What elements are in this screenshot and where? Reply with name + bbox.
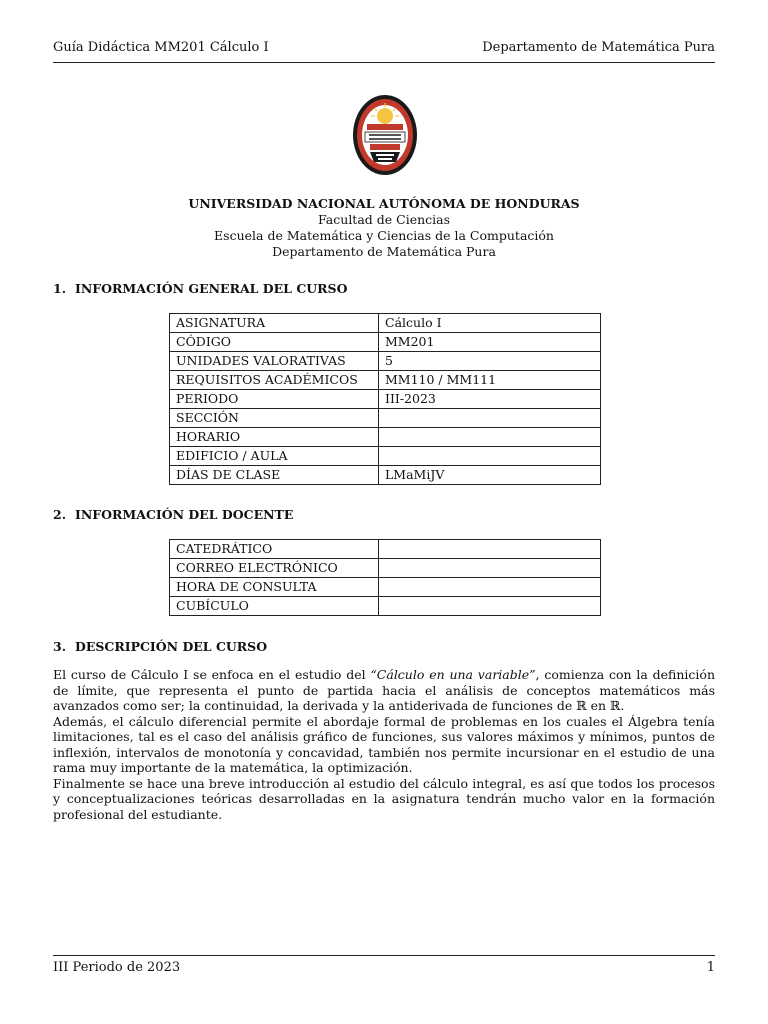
table-value: LMaMiJV bbox=[379, 466, 601, 485]
table-row bbox=[170, 390, 601, 409]
university-seal-logo bbox=[352, 94, 418, 176]
table-value: 5 bbox=[379, 352, 601, 371]
table-value bbox=[379, 578, 601, 597]
school-name: Escuela de Matemática y Ciencias de la Computación bbox=[214, 228, 554, 243]
section-1-heading bbox=[53, 281, 347, 296]
table-value bbox=[379, 540, 601, 559]
page-footer bbox=[53, 955, 715, 980]
section-1-number: 1. bbox=[53, 281, 67, 296]
table-label: SECCIÓN bbox=[170, 409, 379, 428]
table-value bbox=[379, 447, 601, 466]
table-label: CÓDIGO bbox=[170, 333, 379, 352]
table-label: CATEDRÁTICO bbox=[170, 540, 379, 559]
description-text: El curso de Cálculo I se enfoca en el estudio del bbox=[53, 667, 371, 682]
table-label: CORREO ELECTRÓNICO bbox=[170, 559, 379, 578]
table-label: CUBÍCULO bbox=[170, 597, 379, 616]
section-1-title: INFORMACIÓN GENERAL DEL CURSO bbox=[75, 281, 348, 296]
header-document-title: Guía Didáctica MM201 Cálculo I bbox=[53, 40, 269, 55]
table-label: HORARIO bbox=[170, 428, 379, 447]
table-row bbox=[170, 314, 601, 333]
course-description bbox=[53, 667, 715, 822]
table-label: EDIFICIO / AULA bbox=[170, 447, 379, 466]
table-label: DÍAS DE CLASE bbox=[170, 466, 379, 485]
table-value bbox=[379, 409, 601, 428]
description-paragraph-2: Además, el cálculo diferencial permite el abordaje formal de problemas en los cuales el Álgebra tenía limitaciones, tal es el caso del análisis gráfico de funciones, sus valores máximos y mínimos, puntos de inflexión, intervalos de monotonía y concavidad, también nos permite incursionar en el estudio de una rama muy importante de la matemática, la optimización. bbox=[53, 713, 715, 775]
table-row bbox=[170, 409, 601, 428]
table-value: MM110 / MM111 bbox=[379, 371, 601, 390]
table-label: ASIGNATURA bbox=[170, 314, 379, 333]
section-3-number: 3. bbox=[53, 639, 67, 654]
table-label: PERIODO bbox=[170, 390, 379, 409]
faculty-name: Facultad de Ciencias bbox=[317, 212, 451, 227]
table-row bbox=[170, 559, 601, 578]
header-department: Departamento de Matemática Pura bbox=[482, 40, 715, 55]
section-3-heading bbox=[53, 639, 267, 654]
teacher-info-table bbox=[169, 539, 601, 616]
section-2-title: INFORMACIÓN DEL DOCENTE bbox=[75, 507, 294, 522]
table-label: UNIDADES VALORATIVAS bbox=[170, 352, 379, 371]
section-2-number: 2. bbox=[53, 507, 67, 522]
university-name: UNIVERSIDAD NACIONAL AUTÓNOMA DE HONDURAS bbox=[188, 196, 580, 211]
table-row bbox=[170, 333, 601, 352]
department-name: Departamento de Matemática Pura bbox=[272, 244, 496, 259]
table-label: HORA DE CONSULTA bbox=[170, 578, 379, 597]
table-value bbox=[379, 428, 601, 447]
table-row bbox=[170, 578, 601, 597]
section-2-heading bbox=[53, 507, 293, 522]
footer-period: III Periodo de 2023 bbox=[53, 960, 181, 975]
page-number: 1 bbox=[706, 960, 715, 975]
description-emphasis: “Cálculo en una variable” bbox=[370, 667, 536, 682]
table-row bbox=[170, 428, 601, 447]
table-row bbox=[170, 447, 601, 466]
table-row bbox=[170, 371, 601, 390]
table-row bbox=[170, 466, 601, 485]
table-row bbox=[170, 597, 601, 616]
table-row bbox=[170, 540, 601, 559]
table-value bbox=[379, 559, 601, 578]
table-row bbox=[170, 352, 601, 371]
section-3-title: DESCRIPCIÓN DEL CURSO bbox=[75, 639, 268, 654]
table-value: Cálculo I bbox=[379, 314, 601, 333]
page-header bbox=[53, 40, 715, 63]
course-info-table bbox=[169, 313, 601, 485]
description-text: , comienza con la definición de límite, que representa el punto de partida hacia el análisis de conceptos matemáticos más avanzados como ser; la continuidad, la derivada y la antiderivada de funciones de ℝ en ℝ. bbox=[53, 667, 715, 713]
table-value: MM201 bbox=[379, 333, 601, 352]
table-value: III-2023 bbox=[379, 390, 601, 409]
description-paragraph-1 bbox=[53, 667, 715, 714]
table-label: REQUISITOS ACADÉMICOS bbox=[170, 371, 379, 390]
institution-title-block bbox=[53, 196, 715, 260]
table-value bbox=[379, 597, 601, 616]
description-paragraph-3: Finalmente se hace una breve introducción al estudio del cálculo integral, es así que todos los procesos y conceptualizaciones teóricas desarrolladas en la asignatura tendrán mucho valor en la formación profesional del estudiante. bbox=[53, 775, 715, 822]
